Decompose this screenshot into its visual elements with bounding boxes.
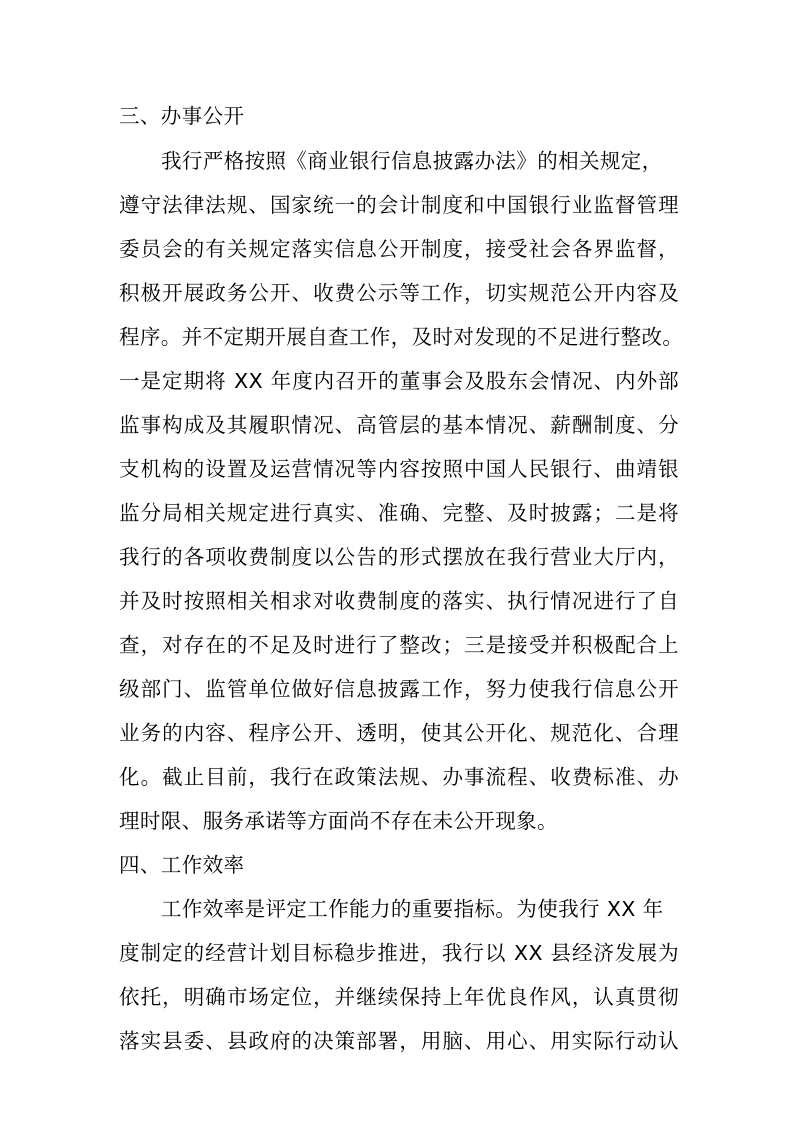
paragraph-line: 监分局相关规定进行真实、准确、完整、及时披露；二是将 [119,501,679,525]
paragraph-line: 我行严格按照《商业银行信息披露办法》的相关规定， [161,149,663,173]
paragraph-line: 工作效率是评定工作能力的重要指标。为使我行 XX 年 [161,897,664,921]
paragraph-line: 依托，明确市场定位，并继续保持上年优良作风，认真贯彻 [119,985,679,1009]
paragraph-line: 我行的各项收费制度以公告的形式摆放在我行营业大厅内， [119,545,679,569]
paragraph-line: 支机构的设置及运营情况等内容按照中国人民银行、曲靖银 [119,457,679,481]
paragraph-line: 程序。并不定期开展自查工作，及时对发现的不足进行整改。 [119,325,684,349]
paragraph-line: 积极开展政务公开、收费公示等工作，切实规范公开内容及 [119,281,679,305]
paragraph-line: 监事构成及其履职情况、高管层的基本情况、薪酬制度、分 [119,413,679,437]
paragraph-line: 并及时按照相关相求对收费制度的落实、执行情况进行了自 [119,589,679,613]
paragraph-line: 遵守法律法规、国家统一的会计制度和中国银行业监督管理 [119,193,679,217]
paragraph-line: 级部门、监管单位做好信息披露工作，努力使我行信息公开 [119,677,679,701]
paragraph-line: 一是定期将 XX 年度内召开的董事会及股东会情况、内外部 [119,369,679,393]
paragraph-line: 业务的内容、程序公开、透明，使其公开化、规范化、合理 [119,721,679,745]
paragraph-line: 落实县委、县政府的决策部署，用脑、用心、用实际行动认 [119,1029,679,1053]
section-heading-3: 三、办事公开 [119,104,245,128]
section-heading-4: 四、工作效率 [119,853,245,877]
paragraph-line: 化。截止目前，我行在政策法规、办事流程、收费标准、办 [119,765,679,789]
paragraph-line: 度制定的经营计划目标稳步推进，我行以 XX 县经济发展为 [119,941,679,965]
paragraph-line: 理时限、服务承诺等方面尚不存在未公开现象。 [119,809,558,833]
paragraph-line: 查，对存在的不足及时进行了整改；三是接受并积极配合上 [119,633,679,657]
paragraph-line: 委员会的有关规定落实信息公开制度，接受社会各界监督， [119,237,679,261]
